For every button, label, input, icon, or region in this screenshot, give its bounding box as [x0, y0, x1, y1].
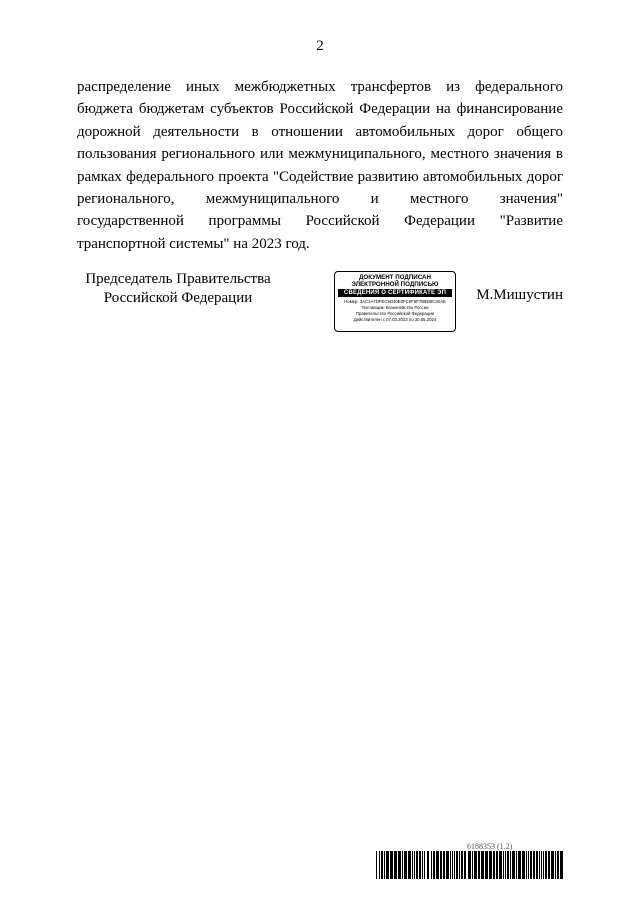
signer-name: М.Мишустин — [476, 287, 563, 303]
stamp-certificate-label: СВЕДЕНИЯ О СЕРТИФИКАТЕ ЭП — [338, 289, 452, 297]
signature-block — [0, 270, 640, 340]
signer-title-line-2: Российской Федерации — [103, 289, 253, 306]
barcode-icon — [376, 851, 564, 879]
signer-title-line-1: Председатель Правительства — [85, 271, 271, 287]
stamp-header-line-1: ДОКУМЕНТ ПОДПИСАН — [359, 274, 431, 281]
stamp-header-line-2: ЭЛЕКТРОННОЙ ПОДПИСЬЮ — [351, 281, 439, 289]
document-number: 6188353 (1.2) — [467, 842, 513, 851]
stamp-issuer: Поставщик: Казначейство России — [361, 305, 429, 311]
electronic-signature-stamp — [334, 271, 456, 332]
stamp-header — [335, 274, 455, 288]
stamp-serial: Номер: 3AC3A7DFEC5D40E0FC0F6F7B8EBC30AE — [344, 299, 446, 305]
body-paragraph: распределение иных межбюджетных трансфертов из федерального бюджета бюджетам субъектов Российской Федерации на финансирование дорожной деятельности в отношении автомобильных дорог общего пользования регионального или межмуниципального, местного значения в рамках федерального проекта "Содействие развитию автомобильных дорог регионального, межмуниципального и местного значения" государственной программы Российской Федерации "Развитие транспортной системы" на 2023 год. — [77, 79, 563, 252]
page-number: 2 — [316, 38, 324, 54]
signer-title — [78, 270, 278, 307]
stamp-validity: Действителен с 07.03.2023 по 30.05.2024 — [353, 316, 437, 322]
stamp-owner: Правительство Российской Федерации — [355, 310, 435, 316]
